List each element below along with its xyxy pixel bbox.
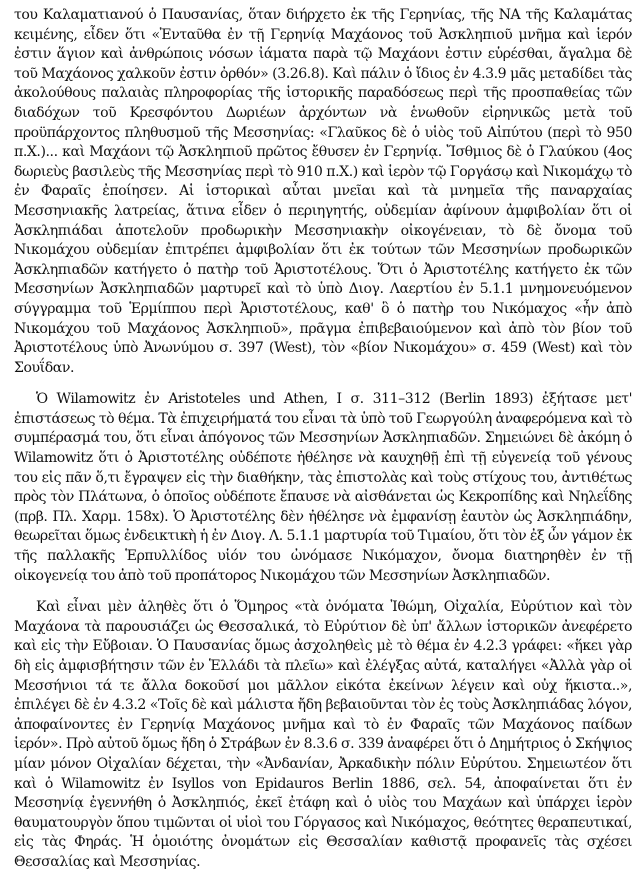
paragraph-pausanias-gerenia: του Καλαματιανού ὁ Παυσανίας, ὅταν διήρχετο ἐκ τῆς Γερηνίας, τῆς ΝΑ τῆς Καλαμάτας κειμένης, εἶδεν ὅτι «Ἐνταῦθα ἐν τῇ Γερηνίᾳ Μαχάονος τοῦ Ἀσκληπιοῦ μνῆμα καὶ ἱερόν ἐστιν ἅγιον καὶ ἀνθρώποις νόσων ἰάματα παρὰ τῷ Μαχάονι ἐστιν εὑρέσθαι, ἄγαλμα δὲ τοῦ Μαχάονος χαλκοῦν ἐστιν ὀρθόν» (3.26.8). Καὶ πάλιν ὁ ἴδιος ἐν 4.3.9 μᾶς μεταδίδει τὰς ἀκολούθους παλαιὰς πληροφορίας τῆς ἱστορικῆς παραδόσεως περὶ τῆς προσπαθείας τῶν διαδόχων τοῦ Κρεσφόντου Δωριέων ἀρχόντων νὰ ἑνωθοῦν εἰρηνικῶς μετὰ τοῦ προϋπάρχοντος πληθυσμοῦ τῆς Μεσσηνίας: «Γλαῦκος δὲ ὁ υἱὸς τοῦ Αἰπύτου (περὶ τὸ 950 π.Χ.)... καὶ Μαχάονι τῷ Ἀσκληπιοῦ πρῶτος ἔθυσεν ἐν Γερηνίᾳ. Ἴσθμιος δὲ ὁ Γλαύκου (4ος δωριεὺς βασιλεὺς τῆς Μεσσηνίας περὶ τὸ 910 π.Χ.) καὶ ἱερὸν τῷ Γοργάσῳ καὶ Νικομάχῳ τὸ ἐν Φαραῖς ἐποίησεν. Αἱ ἱστορικαὶ αὗται μνεῖαι καὶ τὰ μνημεῖα τῆς παναρχαίας Μεσσηνιακῆς λατρείας, ἅτινα εἶδεν ὁ περιηγητής, οὐδεμίαν ἀφίνουν ἀμφιβολίαν ὅτι οἱ Ἀσκληπιάδαι ἀποτελοῦν προδωρικὴν Μεσσηνιακὴν οἰκογένειαν, τὸ δὲ ὄνομα τοῦ Νικομάχου οὐδεμίαν ἐπιτρέπει ἀμφιβολίαν ὅτι ἐκ τούτων τῶν Μεσσηνίων προδωρικῶν Ἀσκληπιαδῶν κατήγετο ὁ πατὴρ τοῦ Ἀριστοτέλους. Ὅτι ὁ Ἀριστοτέλης κατήγετο ἐκ τῶν Μεσσηνίων Ἀσκληπιαδῶν μαρτυρεῖ καὶ τὸ ὑπὸ Διογ. Λαερτίου ἐν 5.1.1 μνημονευόμενον σύγγραμμα τοῦ Ἑρμίππου περὶ Ἀριστοτέλους, καθ' ὃ ὁ πατὴρ του Νικόμαχος «ἦν ἀπὸ Νικομάχου τοῦ Μαχάονος Ἀσκληπιοῦ», πρᾶγμα ἐπιβεβαιούμενον καὶ ἀπὸ τὸν βίον τοῦ Ἀριστοτέλους ὑπὸ Ἀνωνύμου σ. 397 (West), τὸν «βίον Νικομάχου» σ. 459 (West) καὶ τὸν Σουΐδαν. (14, 7, 632, 376)
paragraph-wilamowitz: Ὁ Wilamowitz ἐν Aristoteles und Athen, I σ. 311–312 (Berlin 1893) ἐξήτασε μετ' ἐπιστάσεως τὸ θέμα. Τὰ ἐπιχειρήματά του εἶναι τὰ ὑπὸ τοῦ Γεωργούλη ἀναφερόμενα καὶ τὸ συμπέρασμά του, ὅτι εἶναι ἀπόγονος τῶν Μεσσηνίων Ἀσκληπιαδῶν. Σημειώνει δὲ ἀκόμη ὁ Wilamowitz ὅτι ὁ Ἀριστοτέλης οὐδέποτε ἠθέλησε νὰ καυχηθῇ ἐπὶ τῇ εὐγενείᾳ τοῦ γένους του εἰς πᾶν ὅ,τι ἔγραψεν εἰς τὴν διαθήκην, τὰς ἐπιστολὰς καὶ τοὺς στίχους του, ἀντιθέτως πρὸς τὸν Πλάτωνα, ὁ ὁποῖος οὐδέποτε ἔπαυσε νὰ αἰσθάνεται ὡς Κεκροπίδης καὶ Νηλεΐδης (πρβ. Πλ. Χαρμ. 158x). Ὁ Ἀριστοτέλης δὲν ἠθέλησε νὰ ἐμφανίσῃ ἑαυτὸν ὡς Ἀσκληπιάδην, θεωρεῖται ὅμως ἐνδεικτικὴ ἡ ἐν Διογ. Λ. 5.1.1 μαρτυρία τοῦ Τιμαίου, ὅτι τὸν ἐξ ὧν γάμον ἐκ τῆς παλλακῆς Ἑρπυλλίδος υἱόν του ὠνόμασε Νικόμαχον, ὄνομα διατηρηθὲν ἐν τῇ οἰκογενείᾳ του ἀπὸ τοῦ προπάτορος Νικομάχου τῶν Μεσσηνίων Ἀσκληπιαδῶν. (14, 391, 632, 584)
paragraph-homer-oichalia: Καὶ εἶναι μὲν ἀληθὲς ὅτι ὁ Ὅμηρος «τὰ ὀνόματα Ἰθώμη, Οἰχαλία, Εὐρύτιον καὶ τὸν Μαχάονα τὰ παρουσιάζει ὡς Θεσσαλικά, τὸ Εὐρύτιον δὲ ὑπ' ἄλλων ἱστορικῶν ἀνεφέρετο καὶ εἰς τὴν Εὔβοιαν. Ὁ Παυσανίας ὅμως ἀσχοληθεὶς μὲ τὸ θέμα ἐν 4.2.3 γράφει: «ἥκει γὰρ δὴ εἰς ἀμφισβήτησιν τῶν ἐν Ἑλλάδι τὰ πλεῖω» καὶ ἐλέγξας αὐτά, καταλήγει «Ἀλλὰ γὰρ οἱ Μεσσήνιοι τά τε ἄλλα δοκοῦσί μοι μᾶλλον εἰκότα ἐκείνων λέγειν καὶ οὐχ ἥκιστα..», ἐπιλέγει δὲ ἐν 4.3.2 «Τοῖς δὲ καὶ μάλιστα ἤδη βεβαιοῦνται τὸν ἐς τοὺς Ἀσκληπιάδας λόγον, ἀποφαίνοντες ἐν Γερηνίᾳ Μαχάονος μνῆμα καὶ τὸ ἐν Φαραῖς τῶν Μαχάονος παίδων ἱερόν». Πρὸ αὐτοῦ ὅμως ἤδη ὁ Στράβων ἐν 8.3.6 σ. 339 ἀναφέρει ὅτι ὁ Δημήτριος ὁ Σκήψιος μίαν μόνον Οἰχαλίαν δέχεται, τὴν «Ἀνδανίαν, Ἀρκαδικὴν πόλιν Εὐρύτου. Σημειωτέον ὅτι καὶ ὁ Wilamowitz ἐν Isyllos von Epidauros Berlin 1886, σελ. 54, ἀποφαίνεται ὅτι ἐν Μεσσηνίᾳ ἐγεννήθη ὁ Ἀσκληπιός, ἐκεῖ ἐτάφη καὶ ὁ υἱὸς του Μαχάων καὶ ὑπάρχει ἱερὸν θαυματουργὸν ὅπου τιμῶνται οἱ υἱοὶ του Γόργασος καὶ Νικόμαχος, θεότητες θεραπευτικαί, εἰς τὰς Φηράς. Ἡ ὁμοιότης ὀνομάτων εἰς Θεσσαλίαν καθιστᾷ προφανεῖς τὰς σχέσει Θεσσαλίας καὶ Μεσσηνίας. (14, 599, 632, 870)
